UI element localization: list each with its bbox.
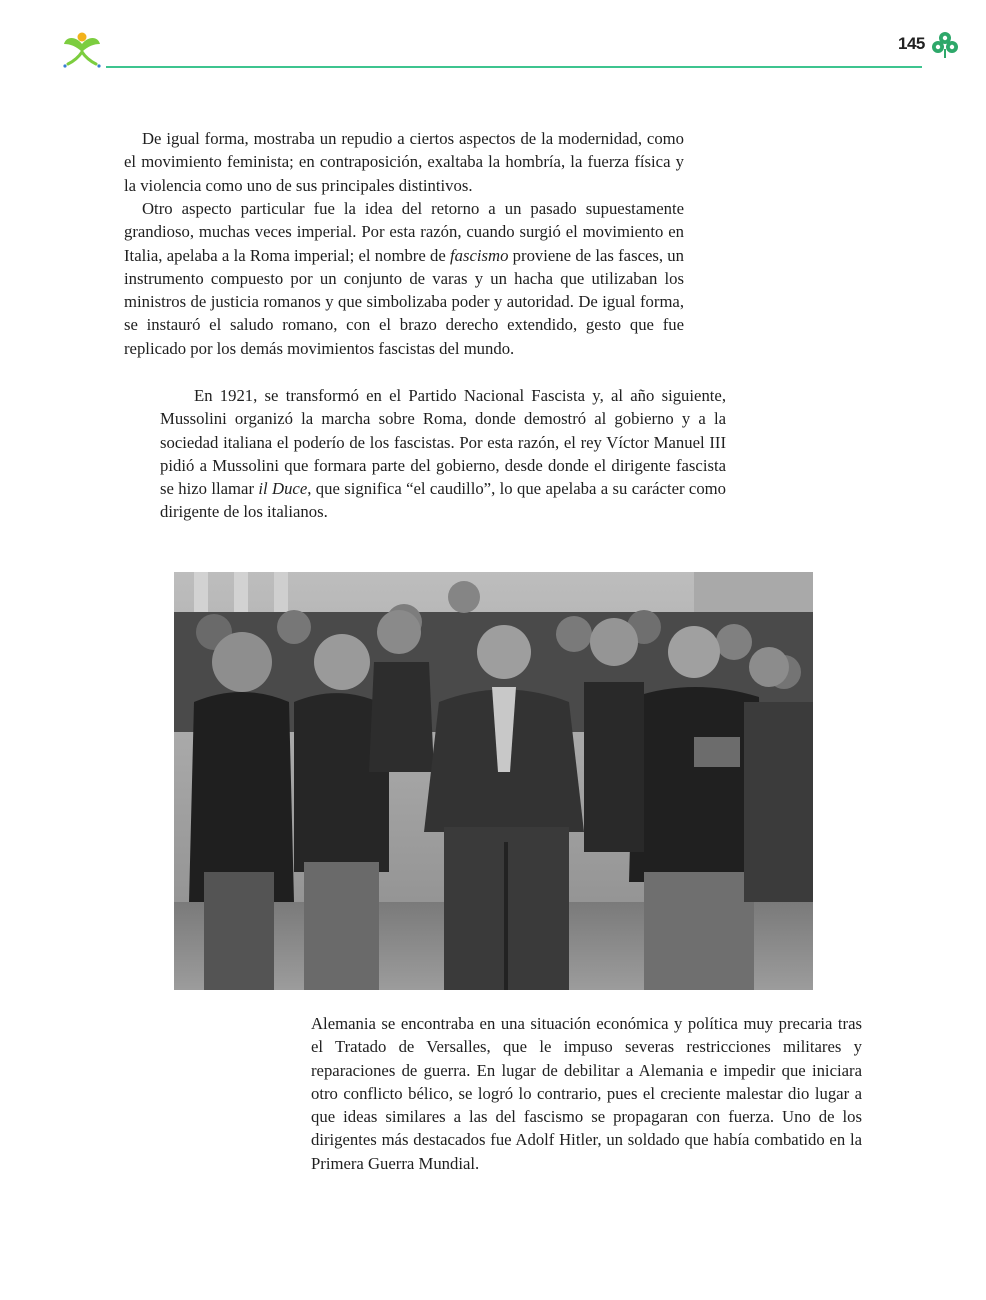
header-rule	[106, 66, 922, 68]
page-number: 145	[898, 34, 925, 53]
paragraph-3	[160, 384, 726, 524]
paragraph-1: De igual forma, mostraba un repudio a ciertos aspectos de la modernidad, como el movimiento feminista; en contraposición, exaltaba la hombría, la fuerza física y la violencia como uno de sus principales distintivos.	[124, 129, 684, 195]
paragraph-3-part-a: En 1921, se transformó en el Partido Nacional Fascista y, al año siguiente, Mussolini organizó la marcha sobre Roma, donde demostró al gobierno y a la sociedad italiana el poderío de los fascistas. Por esta razón, el rey Víctor Manuel III pidió a Mussolini que formara parte del gobierno, desde donde el dirigente fascista se hizo llamar	[160, 386, 726, 499]
march-on-rome-photo	[174, 572, 813, 990]
photo-illustration	[174, 572, 813, 990]
paragraph-3-part-b: , que significa “el caudillo”, lo que apelaba a su carácter como dirigente de los italianos.	[160, 479, 727, 522]
il-duce-emphasis: il Duce	[258, 479, 308, 499]
paragraph-2-part-a: Otro aspecto particular fue la idea del retorno a un pasado supuestamente grandioso, muchas veces imperial. Por esta razón, cuando surgió el movimiento en Italia, apelaba a la Roma imperial; el nombre de	[124, 199, 684, 265]
paragraph-2-part-b: proviene de las fasces, un instrumento compuesto por un conjunto de varas y un hacha que utilizaban los ministros de justicia romanos y que simbolizaba poder y autoridad. De igual forma, se instauró el saludo romano, con el brazo derecho extendido, gesto que fue replicado por los demás movimientos fascistas del mundo.	[124, 245, 684, 358]
paragraph-4: Alemania se encontraba en una situación económica y política muy precaria tras el Tratado de Versalles, que le impuso severas restricciones militares y reparaciones de guerra. En lugar de debilitar a Alemania e impedir que iniciara otro conflicto bélico, se logró lo contrario, pues el creciente malestar dio lugar a que ideas similares a las del fascismo se propagaran con fuerza. Uno de los dirigentes más destacados fue Adolf Hitler, un soldado que había combatido en la Primera Guerra Mundial.	[311, 1014, 862, 1173]
leaf-figure-icon	[58, 30, 106, 72]
fascismo-emphasis: fascismo	[450, 245, 509, 265]
clover-icon	[931, 31, 959, 59]
paragraph-2	[124, 197, 684, 360]
